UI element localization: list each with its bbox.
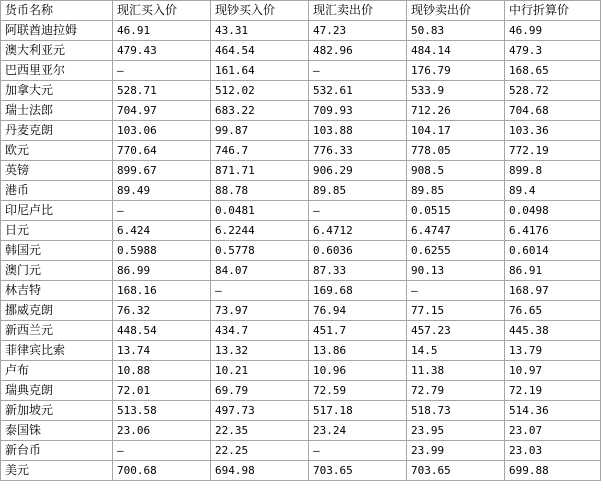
cell-currency-name: 卢布 bbox=[1, 361, 113, 381]
cell-spot-buy: 76.32 bbox=[113, 301, 211, 321]
cell-spot-buy: 448.54 bbox=[113, 321, 211, 341]
cell-currency-name: 英镑 bbox=[1, 161, 113, 181]
cell-spot-sell: 906.29 bbox=[309, 161, 407, 181]
cell-cash-sell: 484.14 bbox=[407, 41, 505, 61]
cell-boc-conversion: 6.4176 bbox=[505, 221, 601, 241]
cell-cash-buy: 22.35 bbox=[211, 421, 309, 441]
cell-cash-buy: 694.98 bbox=[211, 461, 309, 481]
table-row bbox=[1, 61, 601, 81]
table-row bbox=[1, 41, 601, 61]
header-currency-name: 货币名称 bbox=[1, 1, 113, 21]
cell-spot-sell: 532.61 bbox=[309, 81, 407, 101]
cell-spot-buy: 46.91 bbox=[113, 21, 211, 41]
cell-cash-sell: 518.73 bbox=[407, 401, 505, 421]
table-row bbox=[1, 281, 601, 301]
cell-boc-conversion: 23.03 bbox=[505, 441, 601, 461]
cell-spot-buy: 168.16 bbox=[113, 281, 211, 301]
cell-cash-buy: — bbox=[211, 281, 309, 301]
cell-boc-conversion: 13.79 bbox=[505, 341, 601, 361]
cell-currency-name: 港币 bbox=[1, 181, 113, 201]
cell-cash-sell: 457.23 bbox=[407, 321, 505, 341]
cell-spot-buy: 89.49 bbox=[113, 181, 211, 201]
cell-cash-sell: 23.95 bbox=[407, 421, 505, 441]
cell-boc-conversion: 528.72 bbox=[505, 81, 601, 101]
cell-cash-sell: 104.17 bbox=[407, 121, 505, 141]
table-row bbox=[1, 301, 601, 321]
cell-spot-sell: 703.65 bbox=[309, 461, 407, 481]
cell-boc-conversion: 699.88 bbox=[505, 461, 601, 481]
table-row bbox=[1, 461, 601, 481]
cell-spot-sell: 0.6036 bbox=[309, 241, 407, 261]
cell-cash-sell: 0.0515 bbox=[407, 201, 505, 221]
table-row bbox=[1, 101, 601, 121]
cell-spot-buy: 770.64 bbox=[113, 141, 211, 161]
cell-spot-buy: 899.67 bbox=[113, 161, 211, 181]
table-row bbox=[1, 141, 601, 161]
cell-currency-name: 印尼卢比 bbox=[1, 201, 113, 221]
table-row bbox=[1, 241, 601, 261]
cell-spot-sell: 13.86 bbox=[309, 341, 407, 361]
cell-cash-sell: — bbox=[407, 281, 505, 301]
cell-cash-buy: 84.07 bbox=[211, 261, 309, 281]
cell-currency-name: 瑞典克朗 bbox=[1, 381, 113, 401]
cell-currency-name: 挪威克朗 bbox=[1, 301, 113, 321]
cell-spot-buy: 0.5988 bbox=[113, 241, 211, 261]
cell-cash-sell: 14.5 bbox=[407, 341, 505, 361]
cell-cash-buy: 683.22 bbox=[211, 101, 309, 121]
cell-spot-buy: 700.68 bbox=[113, 461, 211, 481]
cell-cash-buy: 73.97 bbox=[211, 301, 309, 321]
cell-cash-sell: 77.15 bbox=[407, 301, 505, 321]
cell-spot-buy: 10.88 bbox=[113, 361, 211, 381]
cell-currency-name: 欧元 bbox=[1, 141, 113, 161]
cell-boc-conversion: 168.97 bbox=[505, 281, 601, 301]
cell-spot-buy: 13.74 bbox=[113, 341, 211, 361]
cell-spot-buy: 72.01 bbox=[113, 381, 211, 401]
table-row bbox=[1, 201, 601, 221]
cell-currency-name: 加拿大元 bbox=[1, 81, 113, 101]
cell-spot-buy: 86.99 bbox=[113, 261, 211, 281]
cell-boc-conversion: 772.19 bbox=[505, 141, 601, 161]
cell-spot-sell: 89.85 bbox=[309, 181, 407, 201]
cell-currency-name: 菲律宾比索 bbox=[1, 341, 113, 361]
cell-boc-conversion: 10.97 bbox=[505, 361, 601, 381]
table-row bbox=[1, 21, 601, 41]
cell-currency-name: 阿联酋迪拉姆 bbox=[1, 21, 113, 41]
table-row bbox=[1, 421, 601, 441]
cell-currency-name: 澳门元 bbox=[1, 261, 113, 281]
cell-boc-conversion: 89.4 bbox=[505, 181, 601, 201]
cell-cash-sell: 50.83 bbox=[407, 21, 505, 41]
cell-cash-buy: 13.32 bbox=[211, 341, 309, 361]
cell-boc-conversion: 46.99 bbox=[505, 21, 601, 41]
cell-boc-conversion: 445.38 bbox=[505, 321, 601, 341]
cell-spot-buy: — bbox=[113, 61, 211, 81]
cell-spot-sell: 72.59 bbox=[309, 381, 407, 401]
cell-spot-buy: — bbox=[113, 201, 211, 221]
table-row bbox=[1, 81, 601, 101]
cell-boc-conversion: 72.19 bbox=[505, 381, 601, 401]
header-spot-sell: 现汇卖出价 bbox=[309, 1, 407, 21]
cell-currency-name: 巴西里亚尔 bbox=[1, 61, 113, 81]
cell-spot-buy: 103.06 bbox=[113, 121, 211, 141]
exchange-rate-table-body bbox=[1, 1, 601, 481]
table-row bbox=[1, 121, 601, 141]
cell-cash-sell: 703.65 bbox=[407, 461, 505, 481]
cell-cash-sell: 89.85 bbox=[407, 181, 505, 201]
cell-cash-sell: 712.26 bbox=[407, 101, 505, 121]
table-row bbox=[1, 261, 601, 281]
cell-spot-buy: 23.06 bbox=[113, 421, 211, 441]
cell-boc-conversion: 76.65 bbox=[505, 301, 601, 321]
table-row bbox=[1, 401, 601, 421]
cell-cash-buy: 43.31 bbox=[211, 21, 309, 41]
table-row bbox=[1, 361, 601, 381]
cell-spot-buy: 704.97 bbox=[113, 101, 211, 121]
cell-spot-sell: 23.24 bbox=[309, 421, 407, 441]
cell-spot-buy: 6.424 bbox=[113, 221, 211, 241]
cell-cash-buy: 10.21 bbox=[211, 361, 309, 381]
cell-cash-sell: 6.4747 bbox=[407, 221, 505, 241]
header-boc-conversion: 中行折算价 bbox=[505, 1, 601, 21]
table-row bbox=[1, 381, 601, 401]
cell-cash-sell: 0.6255 bbox=[407, 241, 505, 261]
cell-boc-conversion: 514.36 bbox=[505, 401, 601, 421]
cell-spot-sell: — bbox=[309, 201, 407, 221]
cell-spot-buy: 528.71 bbox=[113, 81, 211, 101]
cell-spot-sell: 103.88 bbox=[309, 121, 407, 141]
cell-currency-name: 新西兰元 bbox=[1, 321, 113, 341]
header-cash-sell: 现钞卖出价 bbox=[407, 1, 505, 21]
cell-currency-name: 韩国元 bbox=[1, 241, 113, 261]
cell-boc-conversion: 103.36 bbox=[505, 121, 601, 141]
cell-spot-sell: 87.33 bbox=[309, 261, 407, 281]
cell-currency-name: 新台币 bbox=[1, 441, 113, 461]
cell-boc-conversion: 0.6014 bbox=[505, 241, 601, 261]
cell-spot-sell: 169.68 bbox=[309, 281, 407, 301]
cell-cash-buy: 464.54 bbox=[211, 41, 309, 61]
cell-currency-name: 丹麦克朗 bbox=[1, 121, 113, 141]
cell-cash-buy: 161.64 bbox=[211, 61, 309, 81]
cell-spot-sell: — bbox=[309, 441, 407, 461]
cell-spot-sell: 482.96 bbox=[309, 41, 407, 61]
cell-cash-buy: 88.78 bbox=[211, 181, 309, 201]
cell-cash-buy: 497.73 bbox=[211, 401, 309, 421]
cell-boc-conversion: 479.3 bbox=[505, 41, 601, 61]
cell-boc-conversion: 168.65 bbox=[505, 61, 601, 81]
cell-spot-sell: 776.33 bbox=[309, 141, 407, 161]
cell-cash-buy: 871.71 bbox=[211, 161, 309, 181]
cell-boc-conversion: 0.0498 bbox=[505, 201, 601, 221]
cell-spot-sell: 10.96 bbox=[309, 361, 407, 381]
cell-cash-buy: 434.7 bbox=[211, 321, 309, 341]
table-row bbox=[1, 221, 601, 241]
cell-cash-buy: 512.02 bbox=[211, 81, 309, 101]
table-row bbox=[1, 321, 601, 341]
cell-cash-buy: 22.25 bbox=[211, 441, 309, 461]
cell-spot-sell: 47.23 bbox=[309, 21, 407, 41]
cell-spot-buy: 513.58 bbox=[113, 401, 211, 421]
cell-spot-sell: 709.93 bbox=[309, 101, 407, 121]
cell-cash-sell: 90.13 bbox=[407, 261, 505, 281]
table-row bbox=[1, 441, 601, 461]
cell-spot-buy: — bbox=[113, 441, 211, 461]
cell-currency-name: 泰国铢 bbox=[1, 421, 113, 441]
table-row bbox=[1, 341, 601, 361]
cell-boc-conversion: 899.8 bbox=[505, 161, 601, 181]
cell-cash-sell: 11.38 bbox=[407, 361, 505, 381]
cell-cash-buy: 69.79 bbox=[211, 381, 309, 401]
cell-cash-sell: 908.5 bbox=[407, 161, 505, 181]
cell-currency-name: 澳大利亚元 bbox=[1, 41, 113, 61]
cell-currency-name: 瑞士法郎 bbox=[1, 101, 113, 121]
cell-currency-name: 日元 bbox=[1, 221, 113, 241]
cell-cash-sell: 176.79 bbox=[407, 61, 505, 81]
header-cash-buy: 现钞买入价 bbox=[211, 1, 309, 21]
cell-spot-sell: 6.4712 bbox=[309, 221, 407, 241]
cell-cash-buy: 0.0481 bbox=[211, 201, 309, 221]
cell-spot-sell: 517.18 bbox=[309, 401, 407, 421]
cell-currency-name: 新加坡元 bbox=[1, 401, 113, 421]
header-spot-buy: 现汇买入价 bbox=[113, 1, 211, 21]
cell-spot-sell: 451.7 bbox=[309, 321, 407, 341]
cell-cash-buy: 6.2244 bbox=[211, 221, 309, 241]
cell-cash-sell: 533.9 bbox=[407, 81, 505, 101]
cell-boc-conversion: 704.68 bbox=[505, 101, 601, 121]
cell-cash-sell: 72.79 bbox=[407, 381, 505, 401]
cell-currency-name: 美元 bbox=[1, 461, 113, 481]
table-row bbox=[1, 181, 601, 201]
table-row bbox=[1, 161, 601, 181]
cell-cash-sell: 23.99 bbox=[407, 441, 505, 461]
cell-spot-sell: — bbox=[309, 61, 407, 81]
cell-boc-conversion: 86.91 bbox=[505, 261, 601, 281]
cell-spot-sell: 76.94 bbox=[309, 301, 407, 321]
cell-spot-buy: 479.43 bbox=[113, 41, 211, 61]
cell-cash-buy: 746.7 bbox=[211, 141, 309, 161]
cell-boc-conversion: 23.07 bbox=[505, 421, 601, 441]
cell-cash-sell: 778.05 bbox=[407, 141, 505, 161]
cell-cash-buy: 99.87 bbox=[211, 121, 309, 141]
cell-currency-name: 林吉特 bbox=[1, 281, 113, 301]
table-header-row bbox=[1, 1, 601, 21]
cell-cash-buy: 0.5778 bbox=[211, 241, 309, 261]
